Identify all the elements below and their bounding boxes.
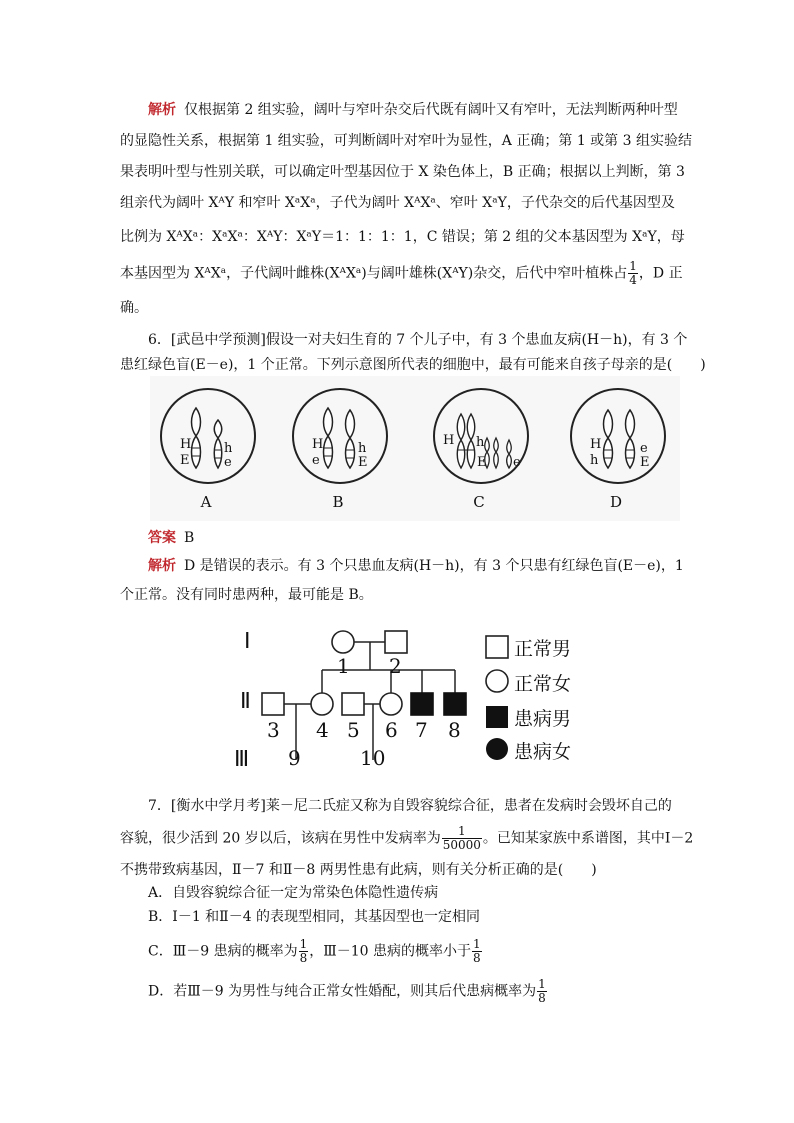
- fraction-1-50000: $\frac{1}{50000}$: [442, 824, 481, 852]
- cell-c-membrane: [433, 388, 529, 484]
- fraction-one-quarter: $\frac{1}{4}$: [629, 259, 637, 287]
- cell-b-left-gene-2: e: [312, 453, 320, 468]
- cell-d-chromosomes: [572, 390, 664, 482]
- cell-b-label: B: [332, 493, 344, 511]
- analysis-1-line-6: 本基因型为 XᴬXᵃ，子代阔叶雌株(XᴬXᵃ)与阔叶雄株(XᴬY)杂交，后代中窄叶植株占 $\frac{1}{4}$ ，D 正: [120, 259, 683, 287]
- fraction-1-8-a: $\frac{1}{8}$: [299, 937, 308, 965]
- ped-num-7: 7: [415, 718, 428, 742]
- cell-d-right-gene-2: E: [640, 455, 650, 470]
- cell-a-right-gene-1: h: [224, 441, 233, 456]
- cell-b-left-gene-1: H: [312, 437, 324, 452]
- cell-c-right-gene-1: h: [476, 435, 485, 450]
- fraction-1-8-b: $\frac{1}{8}$: [472, 937, 481, 965]
- cell-d-right-gene-1: e: [640, 441, 648, 456]
- question-6-line-2: 患红绿色盲(E－e)，1 个正常。下列示意图所代表的细胞中，最有可能来自孩子母亲的是( ): [120, 357, 706, 373]
- ped-num-10: 10: [360, 746, 386, 770]
- gen-i-label: Ⅰ: [244, 628, 251, 653]
- analysis-1-line-1: 解析 仅根据第 2 组实验，阔叶与窄叶杂交后代既有阔叶又有窄叶，无法判断两种叶型: [148, 102, 678, 118]
- analysis-1-line-3: 果表明叶型与性别关联，可以确定叶型基因位于 X 染色体上，B 正确；根据以上判断，第 3: [120, 164, 685, 180]
- legend-affected-female-symbol: [486, 738, 508, 760]
- legend-affected-male-symbol: [486, 706, 508, 728]
- option-b: B．Ⅰ－1 和Ⅱ－4 的表现型相同，其基因型也一定相同: [148, 909, 481, 925]
- ped-i-2: [385, 631, 407, 653]
- ped-ii-3: [262, 693, 284, 715]
- question-7-line-2: 容貌，很少活到 20 岁以后，该病在男性中发病率为 $\frac{1}{50000}$ 。已知某家族中系谱图，其中Ⅰ－2: [120, 824, 694, 852]
- cell-d-membrane: [570, 388, 666, 484]
- cell-a-left-gene-1: H: [180, 437, 192, 452]
- analysis-tag: 解析: [148, 102, 176, 118]
- cell-d-left-gene-2: h: [590, 453, 599, 468]
- cell-d-left-gene-1: H: [590, 437, 602, 452]
- cell-diagrams: [150, 376, 680, 521]
- ped-ii-5: [342, 693, 364, 715]
- ped-num-4: 4: [316, 718, 329, 742]
- ped-num-3: 3: [267, 718, 280, 742]
- cell-a-right-gene-2: e: [224, 455, 232, 470]
- cell-a-left-gene-2: E: [180, 453, 190, 468]
- ped-ii-6: [380, 693, 402, 715]
- ped-num-6: 6: [385, 718, 398, 742]
- analysis-6-line-1: 解析 D 是错误的表示。有 3 个只患血友病(H－h)，有 3 个只患有红绿色盲(E－e)，1: [148, 558, 684, 574]
- question-7-line-3: 不携带致病基因，Ⅱ－7 和Ⅱ－8 两男性患有此病，则有关分析正确的是( ): [120, 862, 597, 878]
- analysis-1-line-7: 确。: [120, 300, 148, 316]
- cell-c-right-gene-3: e: [513, 455, 521, 470]
- ped-num-5: 5: [347, 718, 360, 742]
- cell-c-label: C: [473, 493, 485, 511]
- legend-affected-female: 患病女: [514, 741, 572, 763]
- cell-a-membrane: [160, 388, 256, 484]
- cell-b-chromosomes: [294, 390, 386, 482]
- ped-ii-7: [411, 693, 433, 715]
- legend-normal-male-symbol: [486, 636, 508, 658]
- analysis-6-line-2: 个正常。没有同时患两种，最可能是 B。: [120, 587, 373, 603]
- cell-a-chromosomes: [162, 390, 254, 482]
- option-c: C．Ⅲ－9 患病的概率为 $\frac{1}{8}$ ，Ⅲ－10 患病的概率小于 $\frac{1}{8}$: [148, 937, 481, 965]
- option-d: D．若Ⅲ－9 为男性与纯合正常女性婚配，则其后代患病概率为 $\frac{1}{8}$: [148, 977, 546, 1005]
- answer-6: 答案 B: [148, 530, 195, 546]
- cell-c-right-gene-2: E: [477, 455, 487, 470]
- cell-b-membrane: [292, 388, 388, 484]
- question-7-line-1: 7．[衡水中学月考]莱－尼二氏症又称为自毁容貌综合征，患者在发病时会毁坏自己的: [148, 798, 672, 814]
- ped-ii-8: [444, 693, 466, 715]
- analysis-1-line-4: 组亲代为阔叶 XᴬY 和窄叶 XᵃXᵃ，子代为阔叶 XᴬXᵃ、窄叶 XᵃY，子代杂交的后代基因型及: [120, 195, 675, 211]
- cell-b-right-gene-1: h: [358, 441, 367, 456]
- cell-d-label: D: [609, 493, 623, 511]
- fraction-1-8-c: $\frac{1}{8}$: [538, 977, 546, 1005]
- ped-num-9: 9: [288, 746, 301, 770]
- question-6-line-1: 6．[武邑中学预测]假设一对夫妇生育的 7 个儿子中，有 3 个患血友病(H－h)，有 3 个: [148, 332, 688, 348]
- analysis-6-tag: 解析: [148, 558, 176, 574]
- gen-iii-label: Ⅲ: [234, 746, 250, 771]
- ped-num-8: 8: [448, 718, 461, 742]
- ped-ii-4: [311, 693, 333, 715]
- legend-normal-female: 正常女: [514, 673, 572, 695]
- pedigree-chart: [234, 622, 620, 792]
- option-a: A．自毁容貌综合征一定为常染色体隐性遗传病: [148, 885, 439, 901]
- analysis-1-line-5: 比例为 XᴬXᵃ：XᵃXᵃ：XᴬY：XᵃY＝1：1：1：1，C 错误；第 2 组的父本基因型为 XᵃY，母: [120, 229, 685, 245]
- legend-affected-male: 患病男: [514, 708, 572, 730]
- cell-c-left-gene-1: H: [443, 433, 455, 448]
- cell-b-right-gene-2: E: [358, 455, 368, 470]
- cell-a-label: A: [200, 493, 212, 511]
- gen-ii-label: Ⅱ: [240, 688, 251, 713]
- ped-num-2: 2: [389, 654, 402, 678]
- legend-normal-female-symbol: [486, 670, 508, 692]
- answer-tag: 答案: [148, 530, 176, 546]
- analysis-1-line-2: 的显隐性关系，根据第 1 组实验，可判断阔叶对窄叶为显性，A 正确；第 1 或第 3 组实验结: [120, 133, 692, 149]
- legend-normal-male: 正常男: [514, 638, 572, 660]
- ped-num-1: 1: [337, 654, 350, 678]
- ped-i-1: [332, 631, 354, 653]
